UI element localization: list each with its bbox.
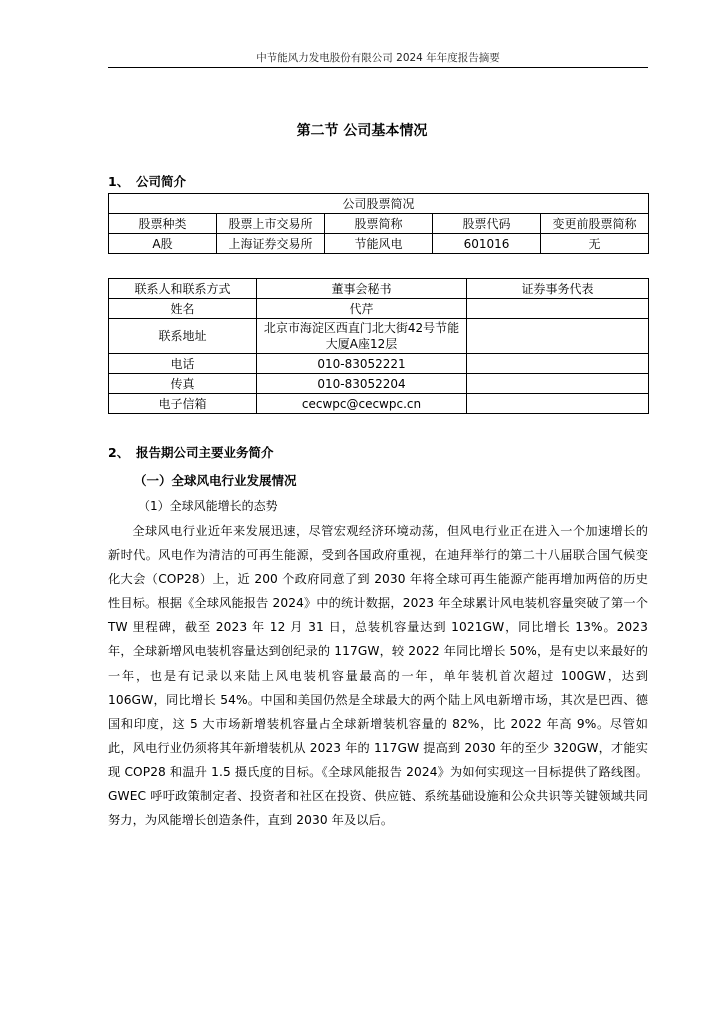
section-title: 第二节 公司基本情况 [296,123,428,139]
table-cell: 上海证券交易所 [217,234,325,254]
table-row [109,299,649,319]
table-row [109,394,649,414]
table-cell [467,319,649,354]
table-cell [467,394,649,414]
table-row [109,279,649,299]
table-header: 联系人和联系方式 [109,279,257,299]
table-cell: 节能风电 [325,234,433,254]
table-cell: cecwpc@cecwpc.cn [257,394,467,414]
table-header: 变更前股票简称 [541,214,649,234]
table-row [109,194,649,214]
table-header: 股票简称 [325,214,433,234]
heading-number: 1、 [108,174,130,189]
table-cell [467,354,649,374]
table-cell: 010-83052204 [257,374,467,394]
table-cell: 北京市海淀区西直门北大街42号节能大厦A座12层 [257,319,467,354]
table-header: 股票上市交易所 [217,214,325,234]
table-cell: 传真 [109,374,257,394]
stock-info-table [108,193,649,254]
body-paragraph: 全球风电行业近年来发展迅速，尽管宏观经济环境动荡，但风电行业正在进入一个加速增长的新时代。风电作为清洁的可再生能源，受到各国政府重视，在迪拜举行的第二十八届联合国气候变化大会（COP28）上，近 200 个政府同意了到 2030 年将全球可再生能源产能再增加两倍的历史性目标。根据《全球风能报告 2024》中的统计数据，2023 年全球累计风电装机容量突破了第一个 TW 里程碑，截至 2023 年 12 月 31 日，总装机容量达到 1021GW，同比增长 13%。2023 年，全球新增风电装机容量达到创纪录的 117GW，较 2022 年同比增长 50%，是有史以来最好的一年，也是有记录以来陆上风电装机容量最高的一年，单年装机首次超过 100GW，达到 106GW，同比增长 54%。中国和美国仍然是全球最大的两个陆上风电新增市场，其次是巴西、德国和印度，这 5 大市场新增装机容量占全球新增装机容量的 82%，比 2022 年高 9%。尽管如此，风电行业仍须将其年新增装机从 2023 年的 117GW 提高到 2030 年的至少 320GW，才能实现 COP28 和温升 1.5 摄氏度的目标。《全球风能报告 2024》为如何实现这一目标提供了路线图。GWEC 呼吁政策制定者、投资者和社区在投资、供应链、系统基础设施和公众共识等关键领域共同努力，为风能增长创造条件，直到 2030 年及以后。 [108,524,648,828]
table-row [109,214,649,234]
table-cell: 电子信箱 [109,394,257,414]
table-row [109,319,649,354]
table-cell [467,299,649,319]
table-cell: 代芹 [257,299,467,319]
table-cell [467,374,649,394]
heading-company-profile [108,172,186,190]
header-rule [108,67,648,68]
heading-text: 公司简介 [136,174,187,189]
table-row [109,354,649,374]
subheading-global-wind: （一）全球风电行业发展情况 [134,473,297,488]
table-row [109,234,649,254]
stock-table-caption: 公司股票简况 [109,194,649,214]
heading-number: 2、 [108,445,130,460]
table-cell: 601016 [433,234,541,254]
contact-table [108,278,649,414]
table-header: 股票代码 [433,214,541,234]
table-row [109,374,649,394]
table-cell: A股 [109,234,217,254]
table-header: 证券事务代表 [467,279,649,299]
table-cell: 联系地址 [109,319,257,354]
table-header: 董事会秘书 [257,279,467,299]
table-cell: 电话 [109,354,257,374]
heading-business-overview [108,443,274,461]
table-header: 股票种类 [109,214,217,234]
page-header: 中节能风力发电股份有限公司 2024 年年度报告摘要 [256,52,500,64]
subheading-growth-trend: （1）全球风能增长的态势 [138,499,278,513]
table-cell: 姓名 [109,299,257,319]
table-cell: 010-83052221 [257,354,467,374]
table-cell: 无 [541,234,649,254]
heading-text: 报告期公司主要业务简介 [136,445,274,460]
